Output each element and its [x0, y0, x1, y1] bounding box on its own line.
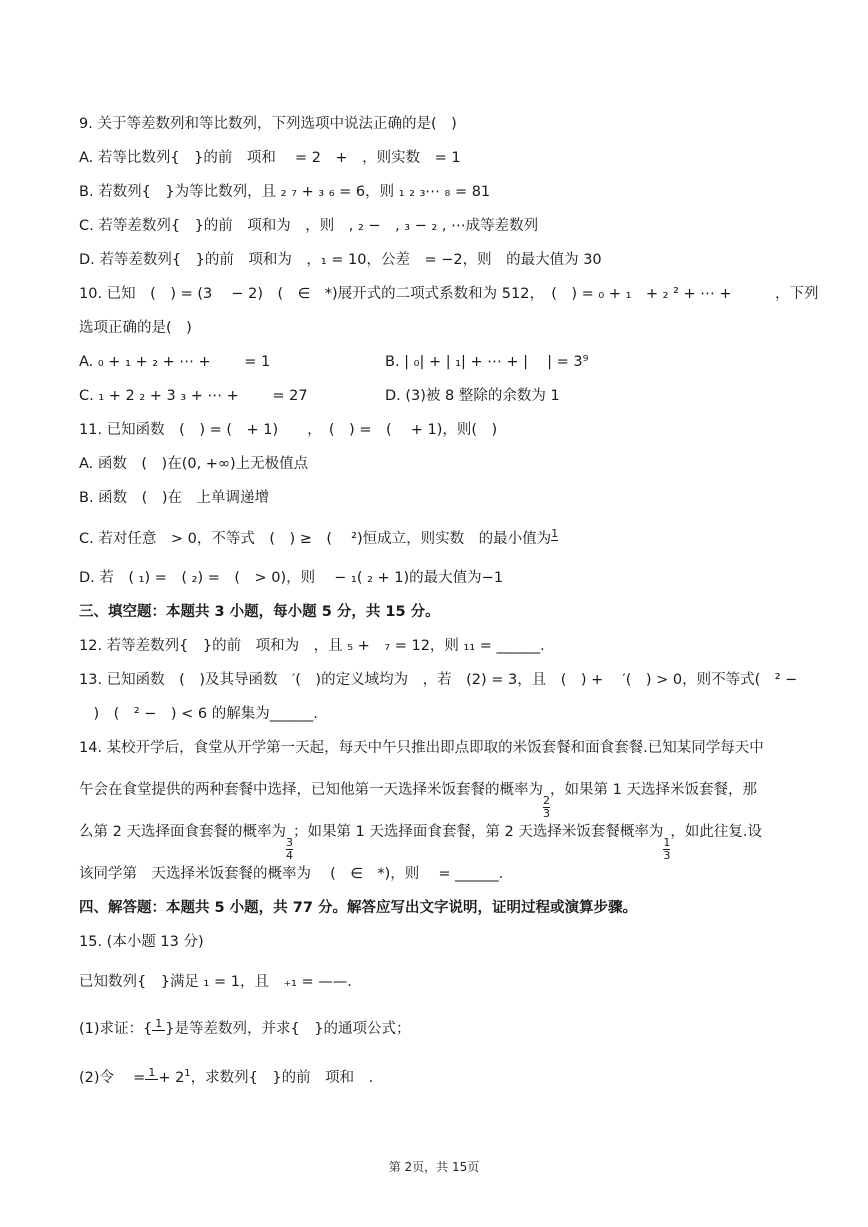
q10-option-d: D. (3)被 8 整除的余数为 1 — [385, 388, 560, 404]
q15-part-2-text-c: ，求数列{ }的前 项和 . — [190, 1069, 374, 1086]
q14-line-2-text-b: ，如果第 1 天选择米饭套餐，那 — [550, 782, 757, 798]
q9-option-d: D. 若等差数列{ }的前 项和为 ，₁ = 10，公差 = −2，则 的最大值为 30 — [79, 252, 602, 268]
q14-fraction-2-denominator: 4 — [285, 849, 293, 862]
q15-part-2-text-a: (2)令 = — [79, 1069, 146, 1086]
q14-fraction-3-numerator: 1 — [663, 836, 671, 849]
q11-option-c-text: C. 若对任意 > 0，不等式 ( ) ≥ ( ²)恒成立，则实数 的最小值为 — [79, 531, 552, 547]
q14-fraction-3 — [663, 837, 670, 862]
q14-line-2-text-a: 午会在食堂提供的两种套餐中选择，已知他第一天选择米饭套餐的概率为 — [79, 782, 543, 798]
q15-part-2-superscript: 1 — [184, 1068, 191, 1079]
q15-part-1-fraction: 1 — [152, 1018, 165, 1031]
section-4-heading: 四、解答题：本题共 5 小题，共 77 分。解答应写出文字说明，证明过程或演算步骤。 — [79, 900, 637, 916]
q11-option-d: D. 若 ( ₁) = ( ₂) = ( > 0)，则 − ₁( ₂ + 1)的最大值为−1 — [79, 570, 504, 586]
q10-stem-1: 10. 已知 ( ) = (3 − 2) ( ∈ *)展开式的二项式系数和为 512， ( ) = ₀ + ₁ + ₂ ² + ⋯ + ，下列 — [79, 286, 819, 302]
q9-option-a: A. 若等比数列{ }的前 项和 = 2 + ，则实数 = 1 — [79, 150, 461, 166]
q14-line-3-text-a: 么第 2 天选择面食套餐的概率为 — [79, 824, 286, 840]
q10-option-b: B. | ₀| + | ₁| + ⋯ + | | = 3⁹ — [385, 354, 589, 370]
q10-options-row-1 — [79, 352, 798, 372]
q14-fraction-3-denominator: 3 — [663, 849, 671, 862]
q11-stem: 11. 已知函数 ( ) = ( + 1) ， ( ) = ( + 1)，则( ) — [79, 422, 498, 438]
q9-stem: 9. 关于等差数列和等比数列，下列选项中说法正确的是( ) — [79, 116, 457, 132]
q15-part-2 — [79, 1064, 798, 1088]
q14-fraction-2-numerator: 3 — [285, 836, 293, 849]
q15-part-2-fraction: 1 — [145, 1067, 158, 1080]
q12: 12. 若等差数列{ }的前 项和为 ，且 ₅ + ₇ = 12，则 ₁₁ = ______. — [79, 638, 545, 654]
q11-option-c-fraction: 1 — [551, 527, 559, 540]
q14-line-3 — [79, 822, 798, 862]
q10-options-row-2 — [79, 386, 798, 406]
q13-line-1: 13. 已知函数 ( )及其导函数 ′( )的定义域均为 ，若 (2) = 3，且 ( ) + ′( ) > 0，则不等式( ² − — [79, 672, 798, 688]
q14-fraction-1 — [543, 795, 550, 820]
q9-option-b: B. 若数列{ }为等比数列，且 ₂ ₇ + ₃ ₆ = 6，则 ₁ ₂ ₃⋯ ₈ = 81 — [79, 184, 491, 200]
q10-stem-2: 选项正确的是( ) — [79, 320, 192, 336]
q10-option-a: A. ₀ + ₁ + ₂ + ⋯ + = 1 — [79, 354, 271, 370]
q15-given: 已知数列{ }满足 ₁ = 1，且 ₊₁ = ——. — [79, 974, 352, 990]
q10-option-c: C. ₁ + 2 ₂ + 3 ₃ + ⋯ + = 27 — [79, 388, 308, 404]
q13-line-2: ) ( ² − ) < 6 的解集为______. — [79, 706, 318, 722]
q9-option-c: C. 若等差数列{ }的前 项和为 ，则 , ₂ − , ₃ − ₂ , ⋯成等差数列 — [79, 218, 539, 234]
q11-option-a: A. 函数 ( )在(0, +∞)上无极值点 — [79, 456, 309, 472]
q14-line-3-text-c: ，如此往复.设 — [670, 824, 762, 840]
q14-fraction-1-numerator: 2 — [543, 794, 550, 807]
q14-line-2 — [79, 780, 798, 820]
q14-fraction-2 — [286, 837, 293, 862]
q15-part-1-text-b: }是等差数列，并求{ }的通项公式； — [165, 1021, 411, 1037]
q14-line-4: 该同学第 天选择米饭套餐的概率为 ( ∈ *)，则 = ______. — [79, 866, 504, 882]
q15-part-1-text-a: (1)求证：{ — [79, 1021, 153, 1037]
q14-fraction-1-denominator: 3 — [543, 807, 550, 820]
q15-title: 15. (本小题 13 分) — [79, 934, 204, 950]
q15-part-2-text-b: + 2 — [158, 1069, 185, 1086]
section-3-heading: 三、填空题：本题共 3 小题，每小题 5 分，共 15 分。 — [79, 604, 440, 620]
q11-option-b: B. 函数 ( )在 上单调递增 — [79, 490, 269, 506]
page-footer: 第 2页，共 15页 — [388, 1160, 480, 1174]
q14-line-3-text-b: ；如果第 1 天选择面食套餐，第 2 天选择米饭套餐概率为 — [292, 824, 664, 840]
q15-part-1 — [79, 1018, 798, 1039]
q14-line-1: 14. 某校开学后，食堂从开学第一天起，每天中午只推出即点即取的米饭套餐和面食套餐.已知某同学每天中 — [79, 740, 764, 756]
q11-option-c — [79, 528, 798, 549]
